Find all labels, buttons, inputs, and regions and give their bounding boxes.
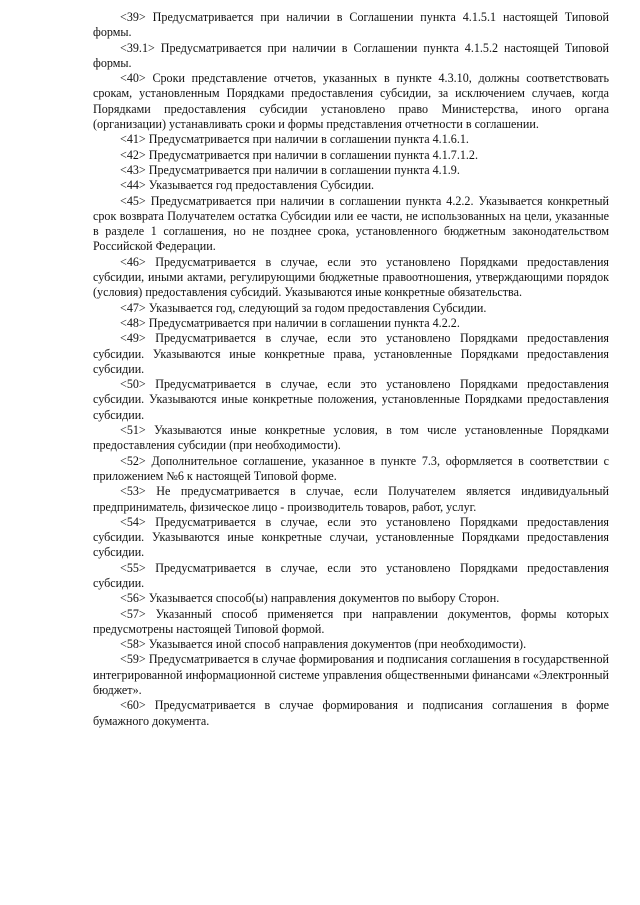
footnote-44: <44> Указывается год предоставления Субсидии.: [120, 178, 375, 193]
footnote-42: <42> Предусматривается при наличии в соглашении пункта 4.1.7.1.2.: [120, 147, 478, 162]
footnote-53: <53> Не предусматривается в случае, если Получателем является индивидуальный предприниматель, физическое лицо - производитель товаров, работ, услуг.: [93, 484, 609, 514]
footnote-50: <50> Предусматривается в случае, если это установлено Порядками предоставления субсидии. Указываются иные конкретные положения, установленные Порядками предоставления субсидии.: [93, 377, 609, 422]
footnote-46: <46> Предусматривается в случае, если это установлено Порядками предоставления субсидии, иными актами, регулирующими бюджетные правоотношения, утверждающими порядок (условия) предоставления субсидий. Указываются иные конкретные обязательства.: [93, 254, 609, 300]
footnote-55: <55> Предусматривается в случае, если это установлено Порядками предоставления субсидии.: [93, 560, 609, 590]
footnote-47: <47> Указывается год, следующий за годом предоставления Субсидии.: [120, 300, 487, 315]
footnote-59: <59> Предусматривается в случае формирования и подписания соглашения в государственной интегрированной информационной системе управления общественными финансами «Электронный бюджет».: [93, 652, 609, 698]
footnote-39: <39> Предусматривается при наличии в Соглашении пункта 4.1.5.1 настоящей Типовой формы.: [93, 10, 609, 40]
footnote-39-1: <39.1> Предусматривается при наличии в Соглашении пункта 4.1.5.2 настоящей Типовой формы.: [93, 40, 609, 70]
footnote-58: <58> Указывается иной способ направления документов (при необходимости).: [120, 637, 527, 652]
footnote-40: <40> Сроки представление отчетов, указанных в пункте 4.3.10, должны соответствовать срокам, установленным Порядками предоставления субсидии, за исключением случаев, когда Порядками предоставления субсидии установлено право Министерства, иного органа (организации) устанавливать сроки и формы представления отчетности в соглашении.: [93, 71, 609, 132]
footnote-43: <43> Предусматривается при наличии в соглашении пункта 4.1.9.: [120, 162, 460, 177]
footnote-57: <57> Указанный способ применяется при направлении документов, формы которых предусмотрены настоящей Типовой формой.: [93, 606, 609, 636]
footnote-48: <48> Предусматривается при наличии в соглашении пункта 4.2.2.: [120, 315, 460, 330]
footnote-49: <49> Предусматривается в случае, если это установлено Порядками предоставления субсидии. Указываются иные конкретные права, установленные Порядками предоставления субсидии.: [93, 331, 609, 376]
footnote-60: <60> Предусматривается в случае формирования и подписания соглашения в форме бумажного документа.: [93, 698, 609, 728]
footnote-52: <52> Дополнительное соглашение, указанное в пункте 7.3, оформляется в соответствии с приложением №6 к настоящей Типовой форме.: [93, 453, 609, 483]
footnote-41: <41> Предусматривается при наличии в соглашении пункта 4.1.6.1.: [120, 132, 469, 147]
footnote-54: <54> Предусматривается в случае, если это установлено Порядками предоставления субсидии. Указываются иные конкретные случаи, установленные Порядками предоставления субсидии.: [93, 514, 609, 560]
footnote-56: <56> Указывается способ(ы) направления документов по выбору Сторон.: [120, 591, 500, 606]
footnote-45: <45> Предусматривается при наличии в соглашении пункта 4.2.2. Указывается конкретный срок возврата Получателем остатка Субсидии или ее части, не использованных на цели, указанные в разделе 1 соглашения, но не позднее срока, установленного бюджетным законодательством Российской Федерации.: [93, 193, 609, 254]
footnote-51: <51> Указываются иные конкретные условия, в том числе установленные Порядками предоставления субсидии (при необходимости).: [93, 423, 609, 453]
